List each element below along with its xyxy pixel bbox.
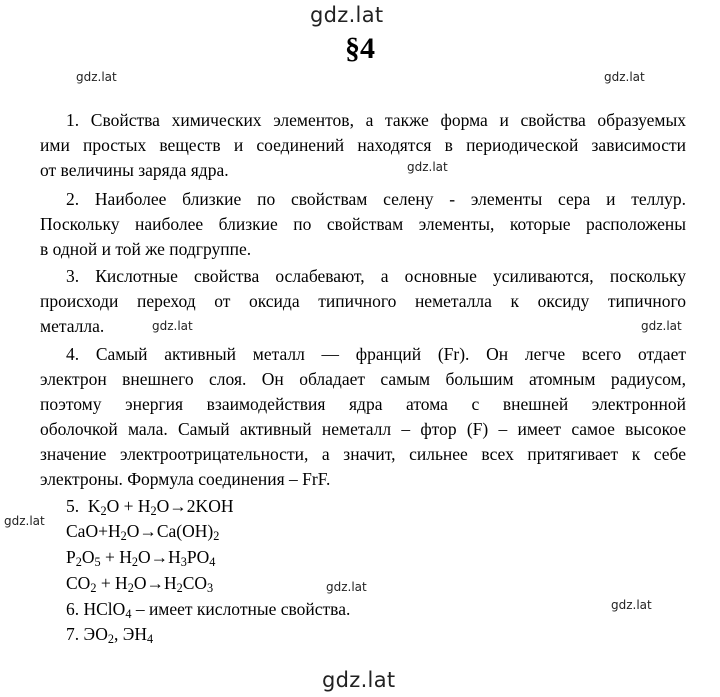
subscript: 5 bbox=[94, 555, 101, 570]
subscript: 2 bbox=[150, 504, 157, 519]
formula-text: 7. ЭО bbox=[66, 624, 108, 644]
answer-1-line: ими простых веществ и соединений находятся в периодической зависимости bbox=[40, 135, 686, 155]
answer-5-equation-4 bbox=[66, 571, 686, 595]
formula-text: + H bbox=[96, 573, 128, 593]
formula-text: O→Ca(OH) bbox=[126, 521, 214, 541]
formula-text: O→2KOH bbox=[156, 496, 234, 516]
answer-3-line: происходи переход от оксида типичного неметалла к оксиду типичного bbox=[40, 291, 686, 311]
answer-1-line: 1. Свойства химических элементов, а также форма и свойства образуемых bbox=[66, 110, 686, 130]
answer-4-line: поэтому энергия взаимодействия ядра атома с внешней электронной bbox=[40, 394, 686, 414]
subscript: 2 bbox=[127, 581, 134, 596]
watermark: gdz.lat bbox=[4, 514, 45, 528]
subscript: 2 bbox=[131, 555, 139, 570]
watermark: gdz.lat bbox=[641, 319, 682, 333]
subscript: 2 bbox=[213, 529, 220, 544]
watermark: gdz.lat bbox=[604, 70, 645, 84]
watermark-bottom: gdz.lat bbox=[322, 668, 396, 692]
page-title: §4 bbox=[345, 32, 375, 65]
formula-text: , ЭН bbox=[114, 624, 147, 644]
formula-text: O bbox=[81, 547, 95, 567]
formula-text: O→H bbox=[133, 573, 177, 593]
subscript: 2 bbox=[75, 555, 82, 570]
answer-4-line: электрон внешнего слоя. Он обладает самым большим атомным радиусом, bbox=[40, 369, 686, 389]
answer-4-line: оболочкой мала. Самый активный неметалл – фтор (F) – имеет самое высокое bbox=[40, 419, 686, 439]
subscript: 2 bbox=[176, 581, 183, 596]
subscript: 2 bbox=[100, 504, 107, 519]
answer-3-line: металла. bbox=[40, 316, 105, 336]
subscript: 2 bbox=[120, 529, 127, 544]
formula-text: CaO+H bbox=[66, 521, 121, 541]
answer-5-equation-1 bbox=[66, 494, 686, 518]
answer-6-line bbox=[66, 597, 686, 621]
formula-text: 6. HClO bbox=[66, 599, 126, 619]
subscript: 2 bbox=[107, 632, 115, 647]
watermark: gdz.lat bbox=[407, 160, 448, 174]
subscript: 3 bbox=[207, 581, 214, 596]
answer-4-line: значение электроотрицательности, а значит, сильнее всех притягивает к себе bbox=[40, 444, 686, 464]
formula-text: K bbox=[87, 496, 101, 516]
subscript: 2 bbox=[90, 581, 97, 596]
formula-text: CO bbox=[182, 573, 208, 593]
answer-7-line bbox=[66, 622, 686, 646]
formula-text: O→H bbox=[138, 547, 181, 567]
formula-text: O + H bbox=[106, 496, 151, 516]
watermark-top: gdz.lat bbox=[310, 3, 384, 27]
answer-5-equation-3 bbox=[66, 545, 686, 569]
formula-text: CO bbox=[66, 573, 91, 593]
watermark: gdz.lat bbox=[326, 580, 367, 594]
formula-text: – имеет кислотные свойства. bbox=[131, 599, 351, 619]
formula-text: PO bbox=[186, 547, 210, 567]
answer-4-line: электроны. Формула соединения – FrF. bbox=[40, 469, 331, 489]
watermark: gdz.lat bbox=[76, 70, 117, 84]
answer-2-line: 2. Наиболее близкие по свойствам селену - элементы сера и теллур. bbox=[66, 189, 686, 209]
subscript: 3 bbox=[180, 555, 187, 570]
subscript: 4 bbox=[209, 555, 216, 570]
answer-5-equation-2 bbox=[66, 519, 686, 543]
formula-text: + H bbox=[100, 547, 132, 567]
answer-1-line: от величины заряда ядра. bbox=[40, 160, 229, 180]
answer-2-line: в одной и той же подгруппе. bbox=[40, 239, 252, 259]
answer-4-line: 4. Самый активный металл — франций (Fr). Он легче всего отдает bbox=[66, 344, 686, 364]
answer-5-label: 5. bbox=[66, 496, 80, 516]
watermark: gdz.lat bbox=[611, 598, 652, 612]
subscript: 4 bbox=[125, 607, 132, 622]
answer-3-line: 3. Кислотные свойства ослабевают, а основные усиливаются, поскольку bbox=[66, 266, 686, 286]
watermark: gdz.lat bbox=[152, 319, 193, 333]
formula-text: P bbox=[66, 547, 76, 567]
answer-2-line: Поскольку наиболее близкие по свойствам элементы, которые расположены bbox=[40, 214, 686, 234]
subscript: 4 bbox=[146, 632, 154, 647]
